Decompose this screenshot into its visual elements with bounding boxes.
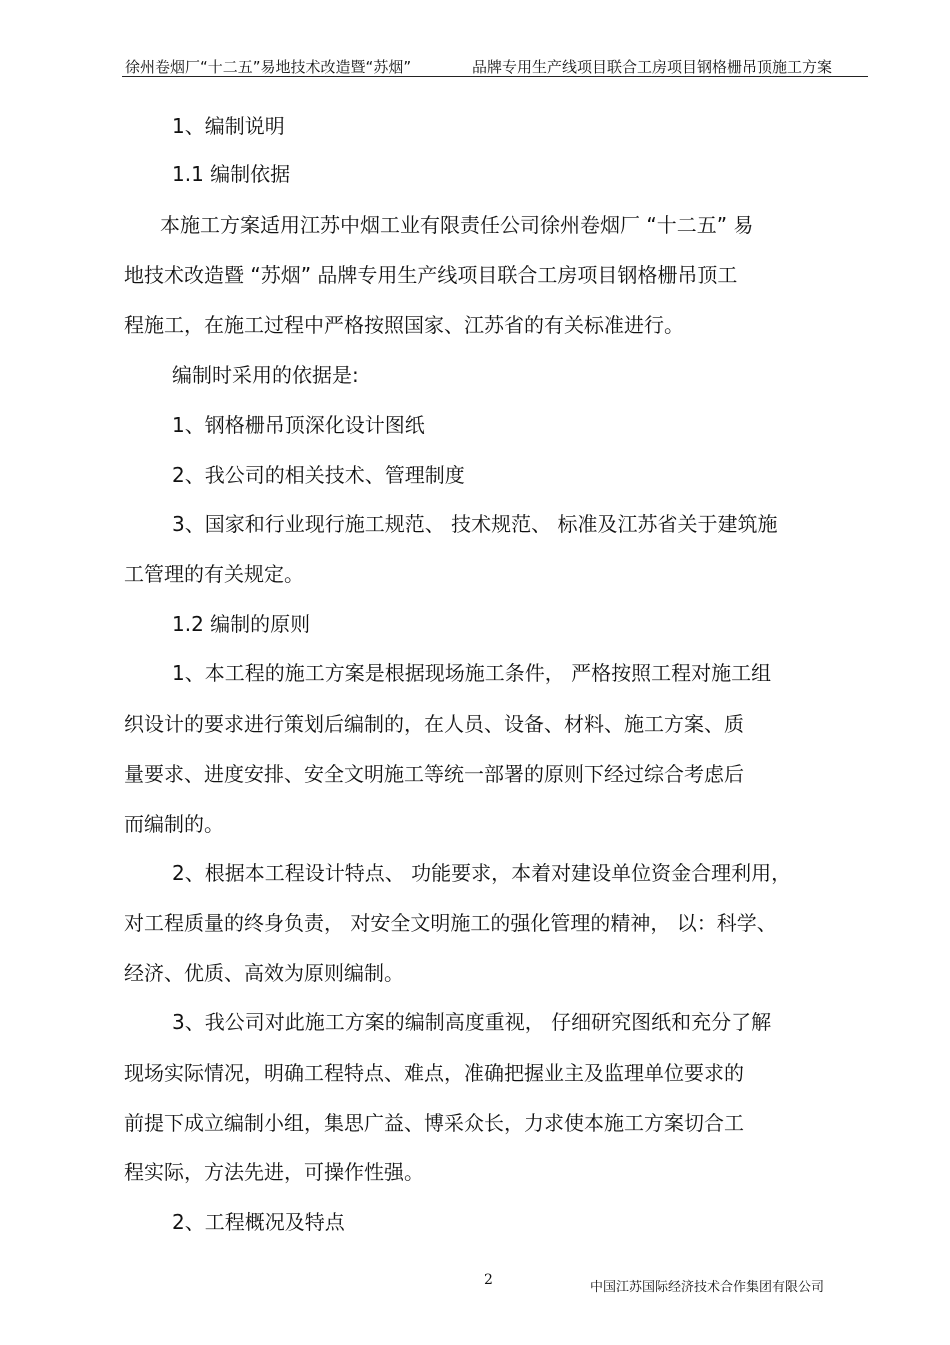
list-item-continuation: 织设计的要求进行策划后编制的，在人员、设备、材料、施工方案、质 <box>124 712 744 736</box>
list-item-continuation: 而编制的。 <box>124 812 224 836</box>
footer-company-name: 中国江苏国际经济技术合作集团有限公司 <box>590 1280 825 1295</box>
list-item: 2、根据本工程设计特点、 功能要求，本着对建设单位资金合理利用， <box>172 861 792 885</box>
paragraph-line: 程施工，在施工过程中严格按照国家、江苏省的有关标准进行。 <box>124 313 684 337</box>
section-heading-1: 1、编制说明 <box>172 114 285 138</box>
page-number: 2 <box>484 1272 493 1288</box>
subsection-heading-1-1: 1.1 编制依据 <box>172 162 291 186</box>
header-right-text: 品牌专用生产线项目联合工房项目钢格栅吊顶施工方案 <box>472 58 833 76</box>
section-heading-2: 2、工程概况及特点 <box>172 1210 345 1234</box>
list-item-continuation: 现场实际情况，明确工程特点、难点，准确把握业主及监理单位要求的 <box>124 1061 744 1085</box>
paragraph-line: 本施工方案适用江苏中烟工业有限责任公司徐州卷烟厂 “十二五” 易 <box>160 213 754 237</box>
subsection-heading-1-2: 1.2 编制的原则 <box>172 612 311 636</box>
header-left-text: 徐州卷烟厂“十二五”易地技术改造暨“苏烟” <box>125 58 412 76</box>
list-item: 1、本工程的施工方案是根据现场施工条件， 严格按照工程对施工组 <box>172 661 772 685</box>
list-item-continuation: 前提下成立编制小组，集思广益、博采众长，力求使本施工方案切合工 <box>124 1111 744 1135</box>
list-item-continuation: 程实际，方法先进，可操作性强。 <box>124 1160 424 1184</box>
list-item: 3、我公司对此施工方案的编制高度重视， 仔细研究图纸和充分了解 <box>172 1010 772 1034</box>
paragraph-line: 地技术改造暨 “苏烟” 品牌专用生产线项目联合工房项目钢格栅吊顶工 <box>124 263 738 287</box>
list-item: 1、钢格栅吊顶深化设计图纸 <box>172 413 425 437</box>
list-item: 2、我公司的相关技术、管理制度 <box>172 463 465 487</box>
list-item-continuation: 工管理的有关规定。 <box>124 562 304 586</box>
paragraph-line: 编制时采用的依据是: <box>172 363 359 387</box>
header-rule <box>122 76 868 77</box>
list-item: 3、国家和行业现行施工规范、 技术规范、 标准及江苏省关于建筑施 <box>172 512 778 536</box>
list-item-continuation: 量要求、进度安排、安全文明施工等统一部署的原则下经过综合考虑后 <box>124 762 744 786</box>
list-item-continuation: 对工程质量的终身负责， 对安全文明施工的强化管理的精神， 以：科学、 <box>124 911 777 935</box>
list-item-continuation: 经济、优质、高效为原则编制。 <box>124 961 404 985</box>
